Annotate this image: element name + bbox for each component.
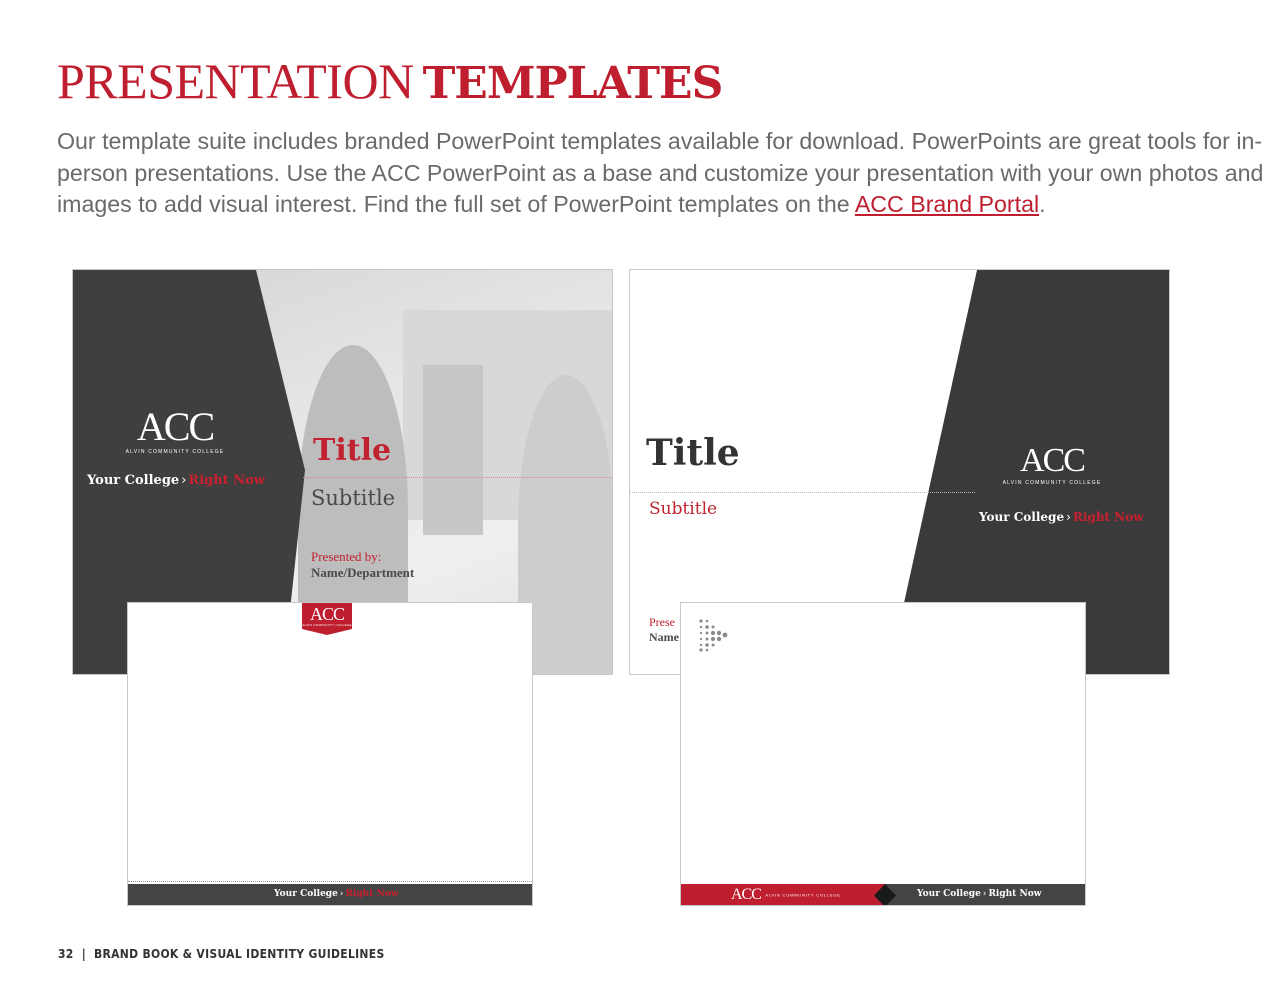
chevron-icon — [697, 617, 731, 653]
slide-title: Title — [313, 433, 392, 468]
footer-label: BRAND BOOK & VISUAL IDENTITY GUIDELINES — [94, 947, 385, 961]
presenter-name: Name — [649, 630, 679, 644]
acc-logo — [1002, 444, 1102, 486]
badge-logo-mark: ACC — [309, 604, 344, 624]
template-preview-content-chevron — [680, 602, 1086, 906]
footer-separator: | — [81, 947, 86, 961]
brand-portal-link[interactable]: ACC Brand Portal — [854, 191, 1040, 217]
title-divider — [303, 477, 613, 478]
page-number: 32 — [58, 947, 74, 961]
presenter-name: Name/Department — [311, 565, 415, 580]
tagline-right: Right Now — [188, 473, 265, 488]
footer-tagline-left: Your College — [274, 889, 338, 899]
tagline-right: Right Now — [1072, 510, 1144, 524]
tagline-left: Your College — [979, 510, 1065, 524]
footer-rule — [128, 881, 533, 882]
slide-subtitle: Subtitle — [649, 499, 718, 519]
slide-subtitle: Subtitle — [311, 486, 396, 510]
presented-by: Presented by: — [311, 549, 382, 564]
acc-logo — [125, 404, 225, 455]
footer-logo-subtitle: ALVIN COMMUNITY COLLEGE — [765, 892, 841, 898]
footer-tagline-right: Right Now — [345, 889, 399, 899]
acc-logo-mark: ACC — [136, 404, 214, 449]
intro-paragraph — [57, 126, 1272, 221]
presented-by: Prese — [649, 615, 675, 629]
tagline-chevron: › — [181, 473, 187, 488]
page-heading — [57, 53, 723, 109]
footer-tagline-right: Right Now — [988, 889, 1042, 899]
heading-light: PRESENTATION — [57, 53, 414, 109]
acc-logo-subtitle: ALVIN COMMUNITY COLLEGE — [125, 449, 225, 455]
footer-tagline-chevron: › — [982, 889, 987, 899]
tagline — [87, 473, 265, 488]
footer-diamond — [874, 884, 896, 906]
footer-tagline-chevron: › — [339, 889, 344, 899]
intro-text: Our template suite includes branded PowerPoint templates available for download. PowerPoints are great tools for in-person presentations. Use the ACC PowerPoint as a base and customize your presentation with your own photos and images to add visual interest. Find the full set of PowerPoint templates on the — [57, 128, 1264, 217]
footer-logo-mark: ACC — [731, 886, 761, 903]
template-preview-content-badge — [127, 602, 533, 906]
tagline-left: Your College — [87, 473, 180, 488]
title-divider — [630, 492, 975, 493]
footer-tagline-left: Your College — [917, 889, 981, 899]
tagline-chevron: › — [1066, 510, 1071, 524]
footer-logo — [731, 886, 861, 904]
slide-title: Title — [646, 432, 740, 474]
tagline — [979, 510, 1144, 524]
footer-tagline — [274, 889, 398, 899]
intro-end: . — [1039, 191, 1046, 217]
badge-logo — [302, 605, 352, 627]
badge-logo-subtitle: ALVIN COMMUNITY COLLEGE — [302, 623, 352, 627]
heading-bold: TEMPLATES — [422, 58, 723, 109]
page-footer — [58, 947, 385, 961]
acc-logo-mark: ACC — [1020, 442, 1084, 479]
acc-logo-subtitle: ALVIN COMMUNITY COLLEGE — [1002, 480, 1102, 486]
footer-tagline — [917, 889, 1041, 899]
